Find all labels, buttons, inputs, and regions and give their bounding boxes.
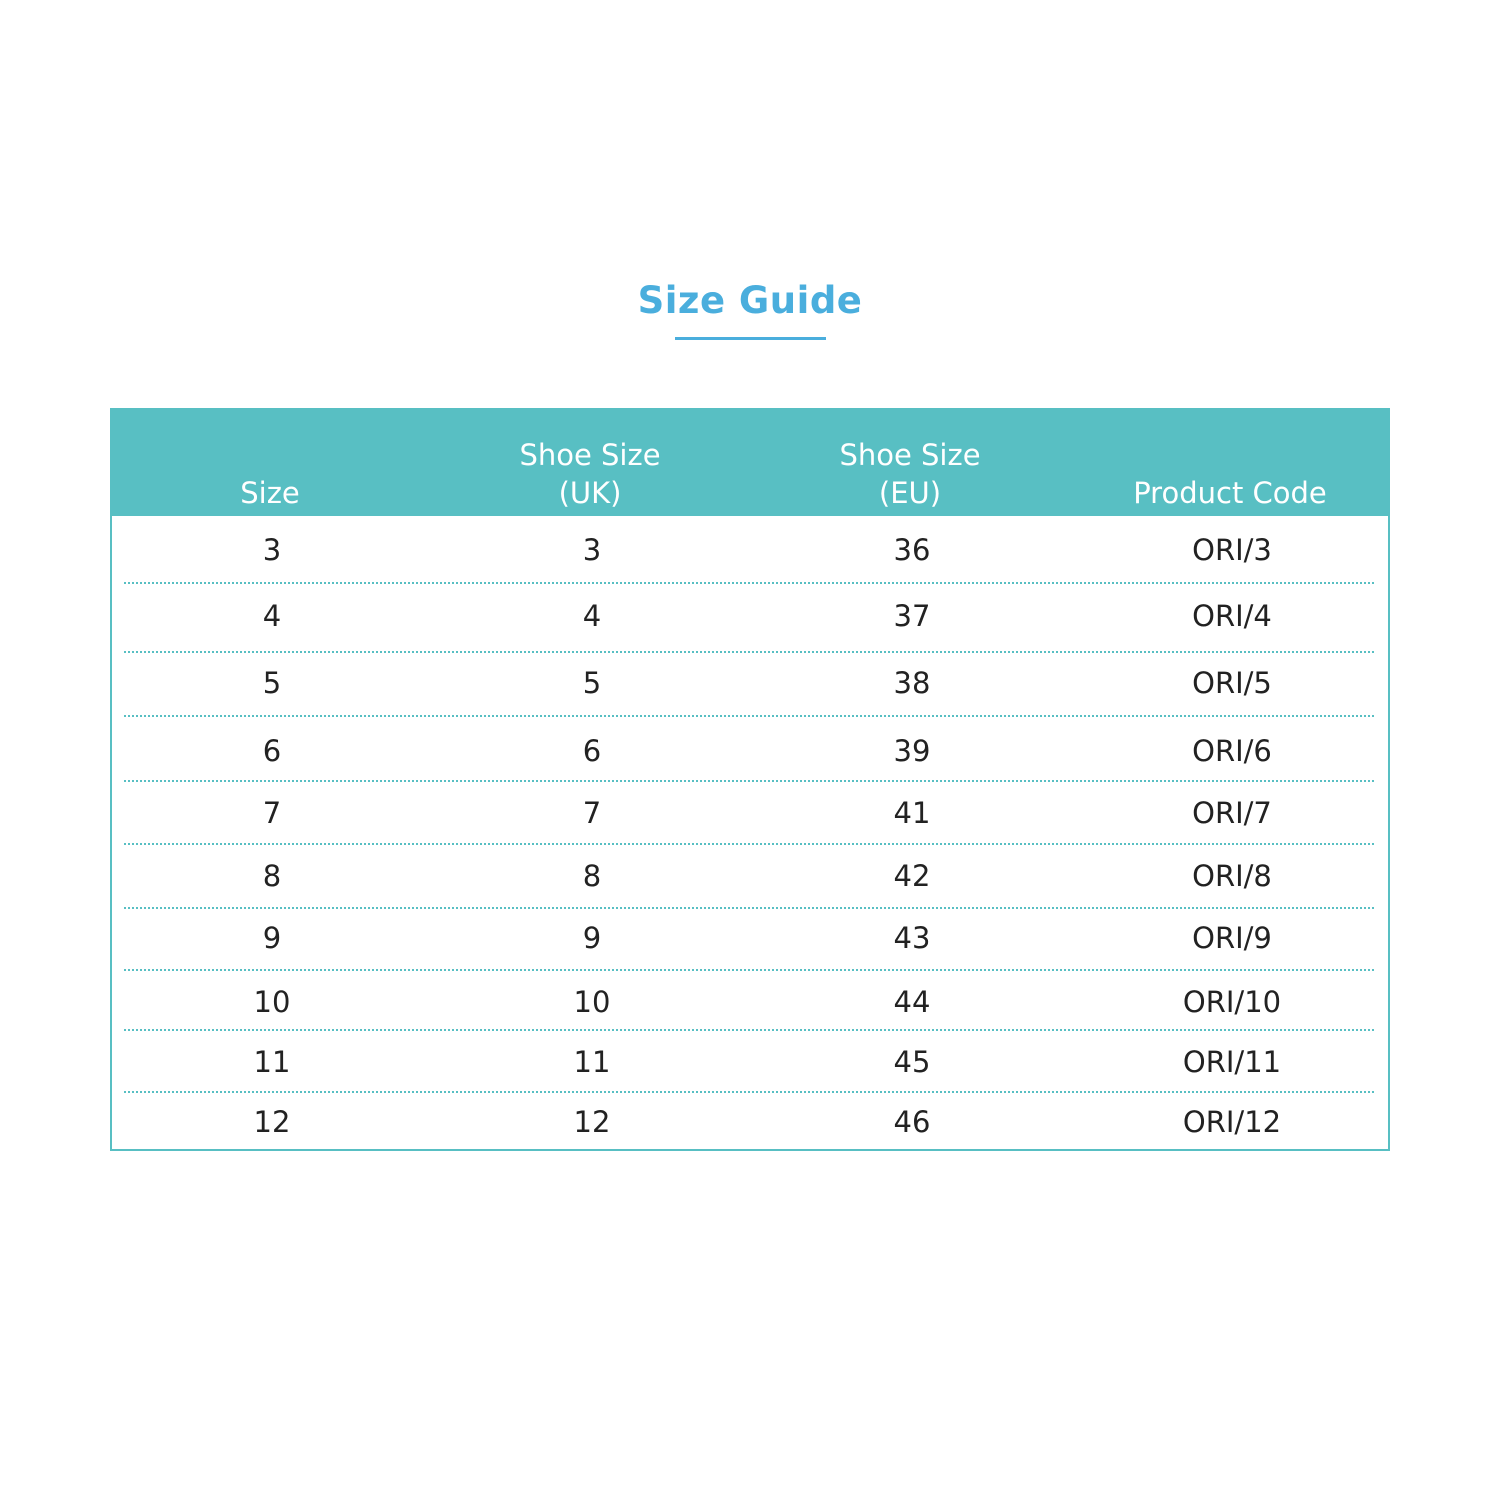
cell-code: ORI/11 (1182, 1045, 1282, 1079)
cell-eu: 36 (893, 533, 931, 567)
cell-code: ORI/4 (1192, 599, 1272, 633)
header-uk-line2: (UK) (558, 476, 622, 510)
cell-code: ORI/6 (1192, 734, 1272, 768)
cell-code: ORI/8 (1192, 859, 1272, 893)
header-eu-line1: Shoe Size (839, 438, 981, 472)
row-divider (124, 582, 1374, 584)
cell-uk: 6 (582, 734, 602, 768)
cell-eu: 39 (893, 734, 931, 768)
cell-eu: 43 (893, 921, 931, 955)
cell-uk: 11 (573, 1045, 611, 1079)
page-title: Size Guide (637, 279, 863, 322)
cell-eu: 42 (893, 859, 931, 893)
cell-uk: 8 (582, 859, 602, 893)
cell-size: 6 (262, 734, 282, 768)
cell-uk: 5 (582, 666, 602, 700)
row-divider (124, 907, 1374, 909)
header-code-line2: Product Code (1133, 476, 1327, 510)
header-uk-line1: Shoe Size (519, 438, 661, 472)
cell-code: ORI/10 (1182, 985, 1282, 1019)
cell-uk: 3 (582, 533, 602, 567)
row-divider (124, 1029, 1374, 1031)
cell-code: ORI/12 (1182, 1105, 1282, 1139)
cell-size: 9 (262, 921, 282, 955)
row-divider (124, 651, 1374, 653)
cell-size: 12 (253, 1105, 291, 1139)
cell-eu: 44 (893, 985, 931, 1019)
table-header (110, 408, 1390, 516)
row-divider (124, 969, 1374, 971)
header-code-line1 (1070, 436, 1390, 474)
row-divider (124, 843, 1374, 845)
cell-size: 11 (253, 1045, 291, 1079)
header-size-line2: Size (240, 476, 300, 510)
row-divider (124, 780, 1374, 782)
cell-size: 7 (262, 796, 282, 830)
cell-size: 4 (262, 599, 282, 633)
row-divider (124, 715, 1374, 717)
cell-code: ORI/5 (1192, 666, 1272, 700)
header-product-code (1070, 436, 1390, 512)
cell-size: 5 (262, 666, 282, 700)
cell-eu: 38 (893, 666, 931, 700)
cell-size: 3 (262, 533, 282, 567)
cell-eu: 46 (893, 1105, 931, 1139)
cell-size: 8 (262, 859, 282, 893)
cell-code: ORI/7 (1192, 796, 1272, 830)
size-table (110, 408, 1390, 1151)
cell-size: 10 (253, 985, 291, 1019)
cell-code: ORI/9 (1192, 921, 1272, 955)
header-size-line1 (110, 436, 430, 474)
cell-eu: 37 (893, 599, 931, 633)
header-size (110, 436, 430, 512)
cell-uk: 7 (582, 796, 602, 830)
title-underline (675, 337, 826, 340)
cell-uk: 10 (573, 985, 611, 1019)
header-shoe-size-uk (430, 436, 750, 512)
row-divider (124, 1091, 1374, 1093)
cell-eu: 41 (893, 796, 931, 830)
header-eu-line2: (EU) (878, 476, 942, 510)
cell-uk: 12 (573, 1105, 611, 1139)
cell-code: ORI/3 (1192, 533, 1272, 567)
cell-eu: 45 (893, 1045, 931, 1079)
header-shoe-size-eu (750, 436, 1070, 512)
cell-uk: 4 (582, 599, 602, 633)
cell-uk: 9 (582, 921, 602, 955)
